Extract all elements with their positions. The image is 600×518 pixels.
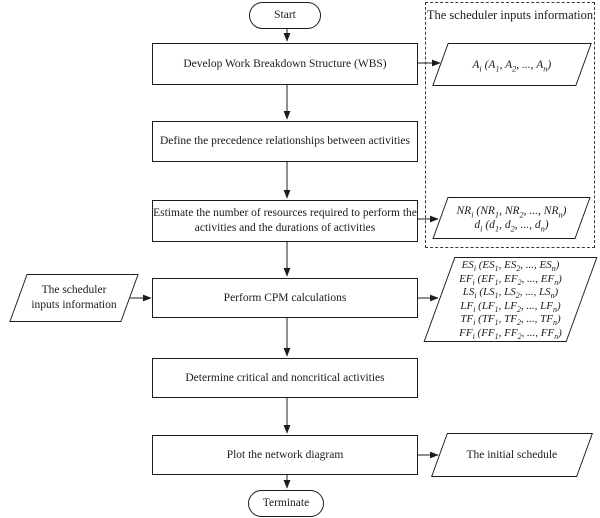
- io-cpm-outputs: [424, 257, 598, 342]
- start-label: Start: [274, 9, 296, 21]
- io-resources: [432, 197, 590, 239]
- process-estimate: [152, 200, 418, 242]
- start-terminator: [249, 2, 321, 29]
- io-scheduler-inputs-line1: The scheduler: [41, 284, 107, 296]
- terminate-label: Terminate: [262, 497, 310, 509]
- io-scheduler-inputs-line2: inputs information: [31, 299, 117, 311]
- io-resources-math-line1: $NR_i$ ($NR_1$, $NR_2$, ..., $NR_n$): [456, 205, 567, 220]
- process-critical-label: Determine critical and noncritical activities: [185, 371, 385, 384]
- io-cpm-outputs-line-ls: $LS_i$ ($LS_1$, $LS_2$, ..., $LS_n$): [462, 286, 559, 301]
- io-cpm-outputs-line-es: $ES_i$ ($ES_1$, $ES_2$, ..., $ES_n$): [461, 259, 560, 274]
- io-initial-schedule-label: The initial schedule: [466, 448, 558, 461]
- terminate-terminator: [248, 490, 324, 517]
- process-estimate-label-line2: activities and the durations of activities: [194, 222, 376, 234]
- process-wbs-label: Develop Work Breakdown Structure (WBS): [183, 57, 387, 70]
- process-precedence-label: Define the precedence relationships between activities: [159, 135, 410, 147]
- process-cpm: [152, 278, 418, 318]
- process-precedence: [152, 121, 418, 162]
- io-cpm-outputs-line-ff: $FF_i$ ($FF_1$, $FF_2$, ..., $FF_n$): [459, 326, 562, 341]
- process-plot-label: Plot the network diagram: [226, 448, 344, 461]
- scheduler-inputs-group-title: The scheduler inputs information: [426, 8, 594, 22]
- process-wbs: [152, 43, 418, 85]
- io-activities: [432, 43, 592, 86]
- io-cpm-outputs-line-tf: $TF_i$ ($TF_1$, $TF_2$, ..., $TF_n$): [460, 313, 561, 328]
- io-cpm-outputs-line-ef: $EF_i$ ($EF_1$, $EF_2$, ..., $EF_n$): [459, 272, 562, 287]
- process-estimate-label-line1: Estimate the number of resources required to perform the: [153, 207, 417, 219]
- io-scheduler-inputs: [9, 274, 138, 322]
- process-cpm-label: Perform CPM calculations: [223, 291, 347, 304]
- io-resources-math-line2: $d_i$ ($d_1$, $d_2$, ..., $d_n$): [474, 219, 549, 234]
- process-critical: [152, 358, 418, 398]
- io-activities-math: $A_i$ ($A_1$, $A_2$, ..., $A_n$): [472, 58, 552, 73]
- io-initial-schedule: [431, 433, 593, 477]
- io-cpm-outputs-line-lf: $LF_i$ ($LF_1$, $LF_2$, ..., $LF_n$): [460, 299, 561, 314]
- process-plot: [152, 435, 418, 475]
